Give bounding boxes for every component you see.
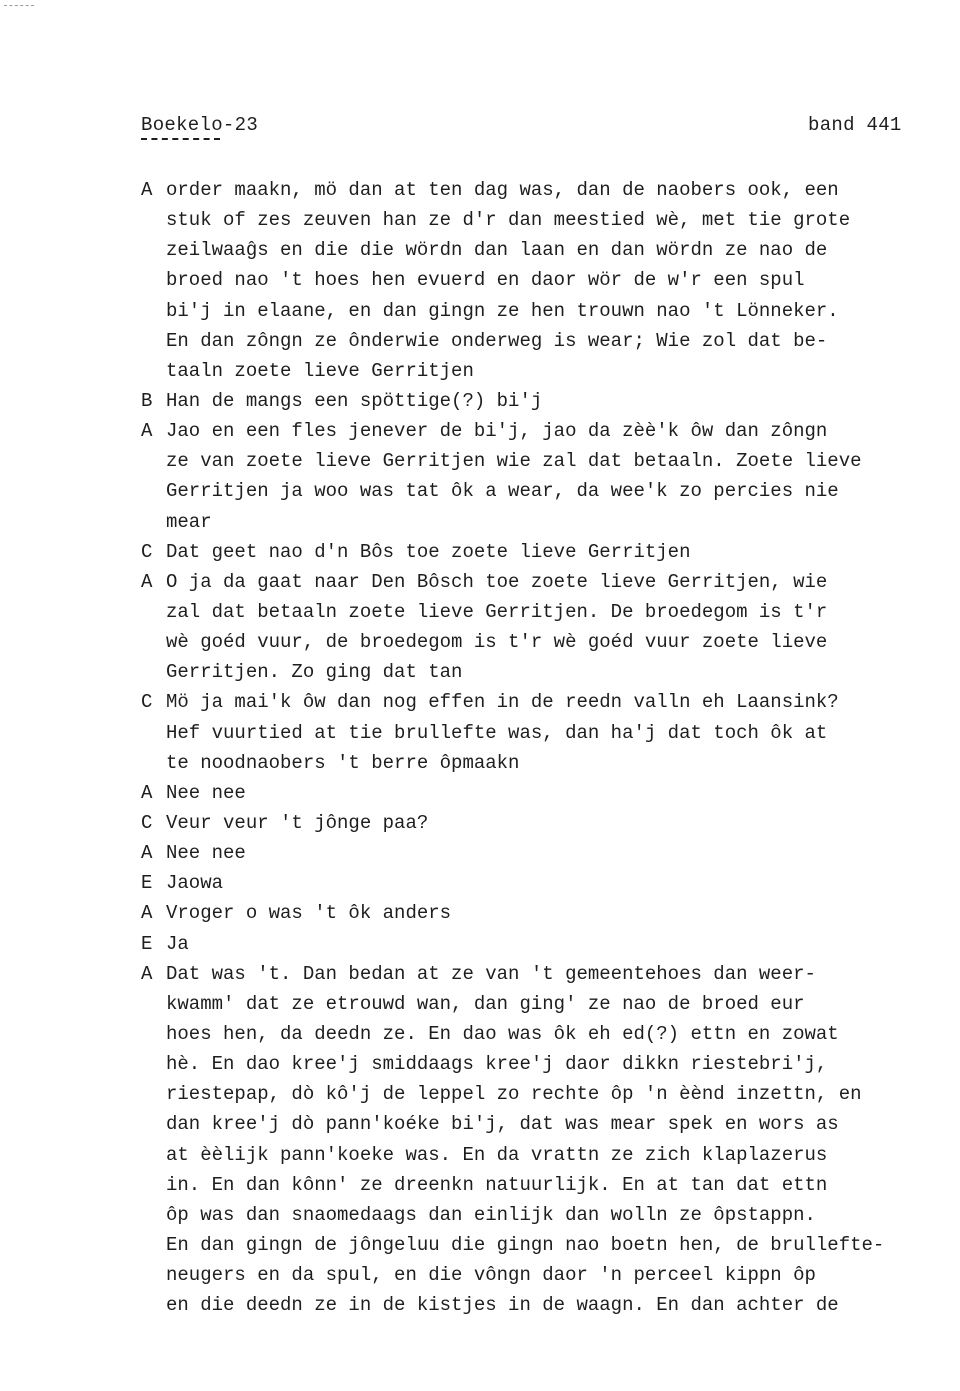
utterance-line: Dat geet nao d'n Bôs toe zoete lieve Gerritjen <box>166 540 691 563</box>
utterance-line: order maakn, mö dan at ten dag was, dan de naobers ook, een <box>166 179 839 201</box>
speaker-label: A <box>141 902 153 925</box>
transcript-turn <box>141 898 941 928</box>
utterance-line: bi'j in elaane, en dan gingn ze hen trouwn nao 't Lönneker. <box>166 299 839 322</box>
utterance <box>166 175 941 386</box>
utterance-line: Mö ja mai'k ôw dan nog effen in de reedn valln eh Laansink? <box>166 691 839 714</box>
speaker-label: E <box>141 932 153 955</box>
speaker-label: C <box>141 691 153 714</box>
transcript-turn <box>141 778 941 808</box>
utterance-line: broed nao 't hoes hen evuerd en daor wör de w'r een spul <box>166 269 805 292</box>
utterance <box>166 537 941 567</box>
utterance <box>166 416 941 537</box>
speaker-label: A <box>141 962 153 985</box>
utterance-line: Dat was 't. Dan bedan at ze van 't gemeentehoes dan weer- <box>166 962 816 985</box>
utterance-line: Veur veur 't jônge paa? <box>166 811 429 834</box>
transcript-turn <box>141 175 941 386</box>
speaker-label: B <box>141 389 153 412</box>
utterance-line: Vroger o was 't ôk anders <box>166 902 452 925</box>
speaker-label: E <box>141 872 153 895</box>
transcript-turn <box>141 386 941 416</box>
transcript-turn <box>141 537 941 567</box>
transcript-turn <box>141 868 941 898</box>
utterance <box>166 386 941 416</box>
transcript-turn <box>141 929 941 959</box>
utterance <box>166 808 941 838</box>
utterance <box>166 929 941 959</box>
utterance <box>166 778 941 808</box>
document-id-text: Boekelo-23 <box>141 114 259 136</box>
document-id <box>141 114 258 136</box>
speaker-label: A <box>141 179 153 201</box>
speaker-label: A <box>141 781 153 804</box>
transcript-turn <box>141 416 941 537</box>
utterance-line: Hef vuurtied at tie brullefte was, dan ha'j dat toch ôk at <box>166 721 828 744</box>
utterance-line: Nee nee <box>166 781 246 804</box>
transcript-turn <box>141 838 941 868</box>
utterance-line: zeilwaaĝs en die die wördn dan laan en dan wördn ze nao de <box>166 239 828 262</box>
scan-mark <box>4 5 34 6</box>
speaker-label: C <box>141 540 153 563</box>
utterance-line: stuk of zes zeuven han ze d'r dan meestied wè, met tie grote <box>166 209 851 232</box>
utterance-line: ze van zoete lieve Gerritjen wie zal dat betaaln. Zoete lieve <box>166 450 862 473</box>
utterance-line: Han de mangs een spöttige(?) bi'j <box>166 389 543 412</box>
utterance-line: En dan zôngn ze ônderwie onderweg is wear; Wie zol dat be- <box>166 329 828 352</box>
utterance-line: en die deedn ze in de kistjes in de waagn. En dan achter de <box>166 1294 839 1317</box>
tape-number: band 441 <box>808 114 902 136</box>
utterance-line: Ja <box>166 932 189 955</box>
document-id-underline <box>141 138 220 140</box>
speaker-label: A <box>141 570 153 593</box>
utterance-line: kwamm' dat ze etrouwd wan, dan ging' ze nao de broed eur <box>166 992 805 1015</box>
speaker-label: C <box>141 811 153 834</box>
utterance <box>166 868 941 898</box>
utterance-line: taaln zoete lieve Gerritjen <box>166 359 474 382</box>
transcript-turn <box>141 959 941 1321</box>
utterance <box>166 959 941 1321</box>
utterance-line: Nee nee <box>166 842 246 865</box>
utterance <box>166 567 941 688</box>
utterance-line: En dan gingn de jôngeluu die gingn nao boetn hen, de brullefte- <box>166 1233 885 1256</box>
utterance <box>166 838 941 868</box>
utterance-line: Jao en een fles jenever de bi'j, jao da zèè'k ôw dan zôngn <box>166 420 828 443</box>
utterance-line: neugers en da spul, en die vôngn daor 'n perceel kippn ôp <box>166 1264 816 1287</box>
utterance-line: te noodnaobers 't berre ôpmaakn <box>166 751 520 774</box>
utterance-line: ôp was dan snaomedaags dan einlijk dan wolln ze ôpstappn. <box>166 1203 816 1226</box>
transcript-turn <box>141 687 941 777</box>
utterance-line: at èèlijk pann'koeke was. En da vrattn ze zich klaplazerus <box>166 1143 828 1166</box>
speaker-label: A <box>141 842 153 865</box>
utterance-line: Jaowa <box>166 872 224 895</box>
utterance-line: dan kree'j dò pann'koéke bi'j, dat was mear spek en wors as <box>166 1113 839 1136</box>
utterance <box>166 687 941 777</box>
utterance-line: hoes hen, da deedn ze. En dao was ôk eh ed(?) ettn en zowat <box>166 1022 839 1045</box>
transcript-turn <box>141 567 941 688</box>
utterance-line: riestepap, dò kô'j de leppel zo rechte ôp 'n èènd inzettn, en <box>166 1083 862 1106</box>
utterance-line: zal dat betaaln zoete lieve Gerritjen. De broedegom is t'r <box>166 600 828 623</box>
utterance-line: in. En dan kônn' ze dreenkn natuurlijk. En at tan dat ettn <box>166 1173 828 1196</box>
utterance-line: wè goéd vuur, de broedegom is t'r wè goéd vuur zoete lieve <box>166 631 828 654</box>
utterance-line: Gerritjen. Zo ging dat tan <box>166 661 463 684</box>
speaker-label: A <box>141 420 153 443</box>
utterance-line: Gerritjen ja woo was tat ôk a wear, da wee'k zo percies nie <box>166 480 839 503</box>
transcript-turn <box>141 808 941 838</box>
utterance <box>166 898 941 928</box>
utterance-line: O ja da gaat naar Den Bôsch toe zoete lieve Gerritjen, wie <box>166 570 828 593</box>
utterance-line: hè. En dao kree'j smiddaags kree'j daor dikkn riestebri'j, <box>166 1053 828 1076</box>
transcript <box>141 175 941 1320</box>
utterance-line: mear <box>166 510 212 533</box>
